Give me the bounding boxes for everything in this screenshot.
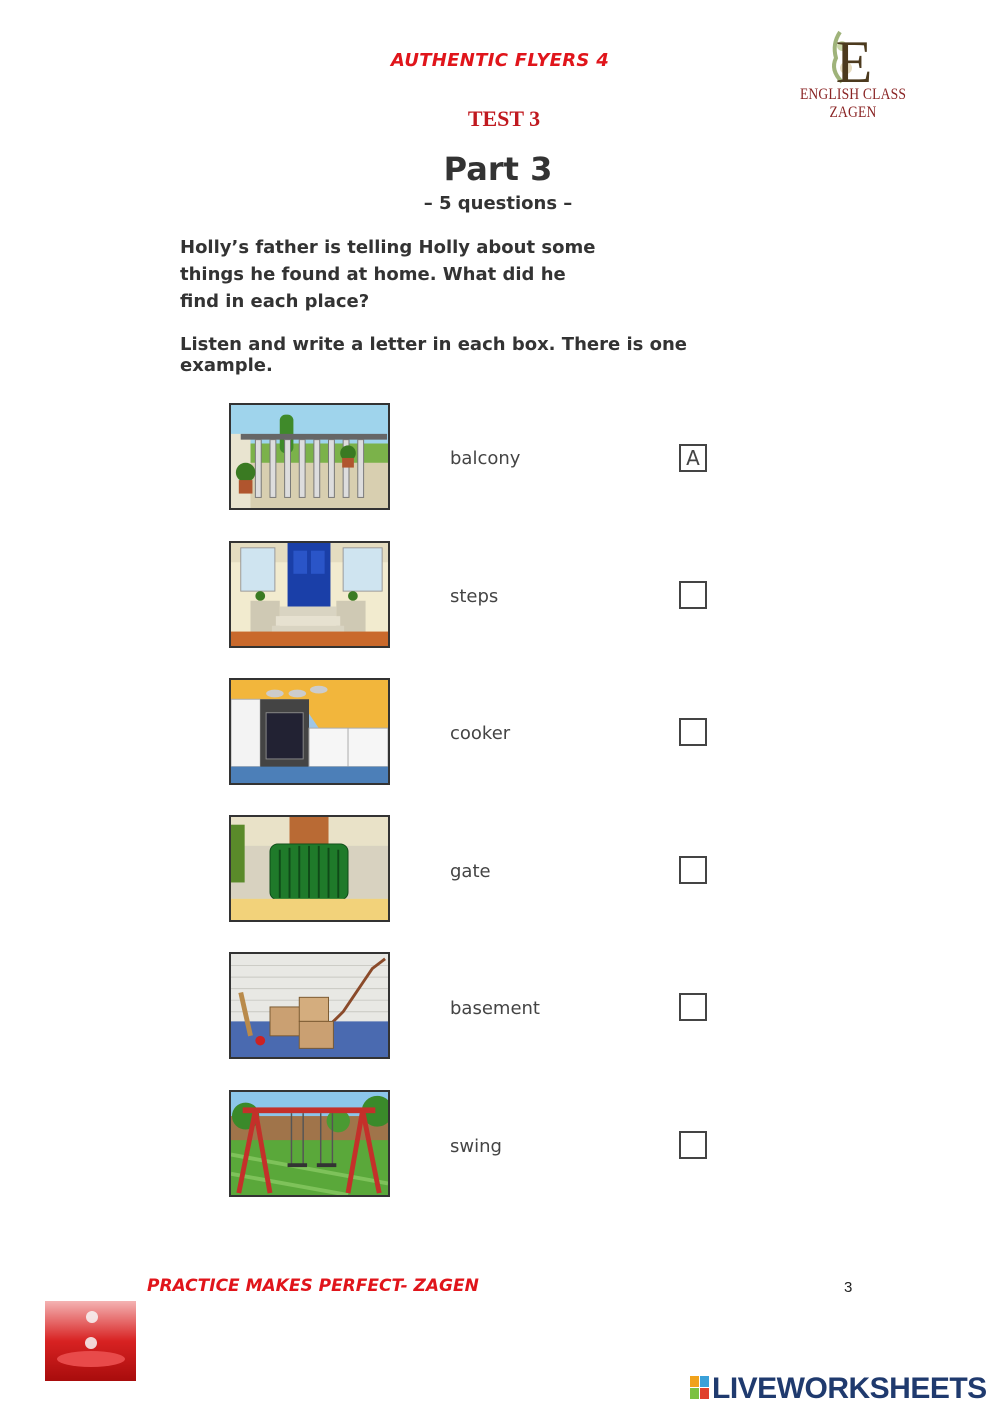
answer-box-gate[interactable] xyxy=(679,856,707,884)
item-label-basement: basement xyxy=(450,998,540,1019)
answer-box-swing[interactable] xyxy=(679,1131,707,1159)
gate-picture xyxy=(229,815,390,922)
water-drop-image xyxy=(45,1301,136,1381)
item-label-balcony: balcony xyxy=(450,448,521,469)
logo-letter: E xyxy=(835,29,873,88)
steps-picture xyxy=(229,541,390,648)
intro-text: Holly’s father is telling Holly about some things he found at home. What did he find in each place? xyxy=(180,237,596,312)
swing-picture xyxy=(229,1090,390,1197)
page-number: 3 xyxy=(844,1279,853,1296)
task-instruction: Listen and write a letter in each box. There is one example. xyxy=(180,334,687,376)
liveworksheets-logo-icon xyxy=(690,1376,710,1400)
item-label-cooker: cooker xyxy=(450,723,511,744)
footer-motto: PRACTICE MAKES PERFECT- ZAGEN xyxy=(147,1276,479,1296)
part-subtitle: – 5 questions – xyxy=(423,193,573,214)
cooker-picture xyxy=(229,678,390,785)
logo-name: ENGLISH CLASS ZAGEN xyxy=(799,86,907,121)
liveworksheets-brand: LIVEWORKSHEETS xyxy=(712,1372,987,1405)
answer-box-steps[interactable] xyxy=(679,581,707,609)
test-label: TEST 3 xyxy=(467,106,541,131)
item-label-swing: swing xyxy=(450,1136,502,1157)
basement-picture xyxy=(229,952,390,1059)
item-label-gate: gate xyxy=(450,861,491,882)
part-title: Part 3 xyxy=(443,150,553,188)
answer-box-cooker[interactable] xyxy=(679,718,707,746)
answer-box-basement[interactable] xyxy=(679,993,707,1021)
item-label-steps: steps xyxy=(450,586,499,607)
series-title: AUTHENTIC FLYERS 4 xyxy=(390,50,610,71)
answer-box-balcony[interactable]: A xyxy=(679,444,707,472)
balcony-picture xyxy=(229,403,390,510)
